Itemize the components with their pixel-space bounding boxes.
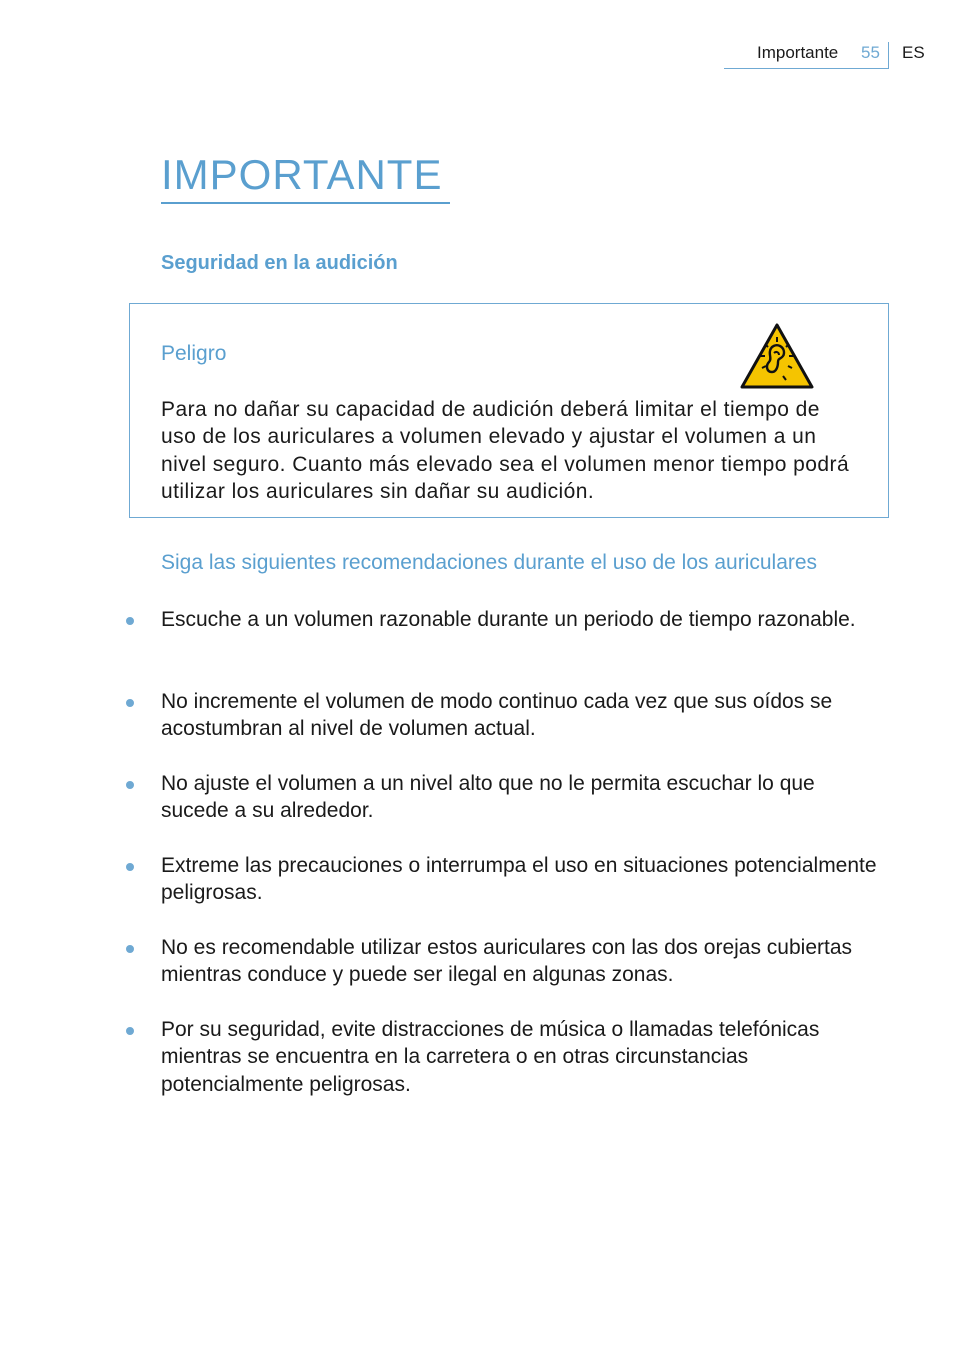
bullet-icon: [126, 699, 134, 707]
recommendations-heading: Siga las siguientes recomendaciones durante el uso de los auriculares: [161, 551, 818, 574]
bullet-icon: [126, 1027, 134, 1035]
danger-text: Para no dañar su capacidad de audición deberá limitar el tiempo de uso de los auriculares a volumen elevado y ajustar el volumen a un nivel seguro. Cuanto más elevado sea el volumen menor tiempo podrá utilizar los auriculares sin dañar su audición.: [161, 398, 850, 503]
section-subheading: Seguridad en la audición: [161, 252, 398, 274]
page-number: 55: [861, 43, 880, 62]
list-item-text: Por su seguridad, evite distracciones de música o llamadas telefónicas mientras se encuentra en la carretera o en otras circunstancias potencialmente peligrosas.: [161, 1018, 820, 1096]
list-item-text: Extreme las precauciones o interrumpa el uso en situaciones potencialmente peligrosas.: [161, 854, 877, 905]
language-code: ES: [902, 43, 925, 62]
header-divider: [888, 42, 889, 69]
list-item-text: No incremente el volumen de modo continuo cada vez que sus oídos se acostumbran al nivel de volumen actual.: [161, 690, 833, 741]
list-item-text: Escuche a un volumen razonable durante un periodo de tiempo razonable.: [161, 608, 856, 631]
header-section-title: Importante: [757, 43, 839, 62]
list-item-text: No es recomendable utilizar estos auriculares con las dos orejas cubiertas mientras conduce y puede ser ilegal en algunas zonas.: [161, 936, 853, 987]
danger-box: [129, 303, 889, 518]
chapter-title: IMPORTANTE: [161, 152, 450, 204]
list-item-text: No ajuste el volumen a un nivel alto que no le permita escuchar lo que sucede a su alrededor.: [161, 772, 815, 823]
hearing-warning-icon: [739, 322, 815, 390]
header-rule: [724, 68, 888, 69]
running-header: [724, 42, 934, 70]
bullet-icon: [126, 945, 134, 953]
danger-label: Peligro: [161, 342, 227, 365]
bullet-icon: [126, 617, 134, 625]
bullet-icon: [126, 863, 134, 871]
bullet-icon: [126, 781, 134, 789]
